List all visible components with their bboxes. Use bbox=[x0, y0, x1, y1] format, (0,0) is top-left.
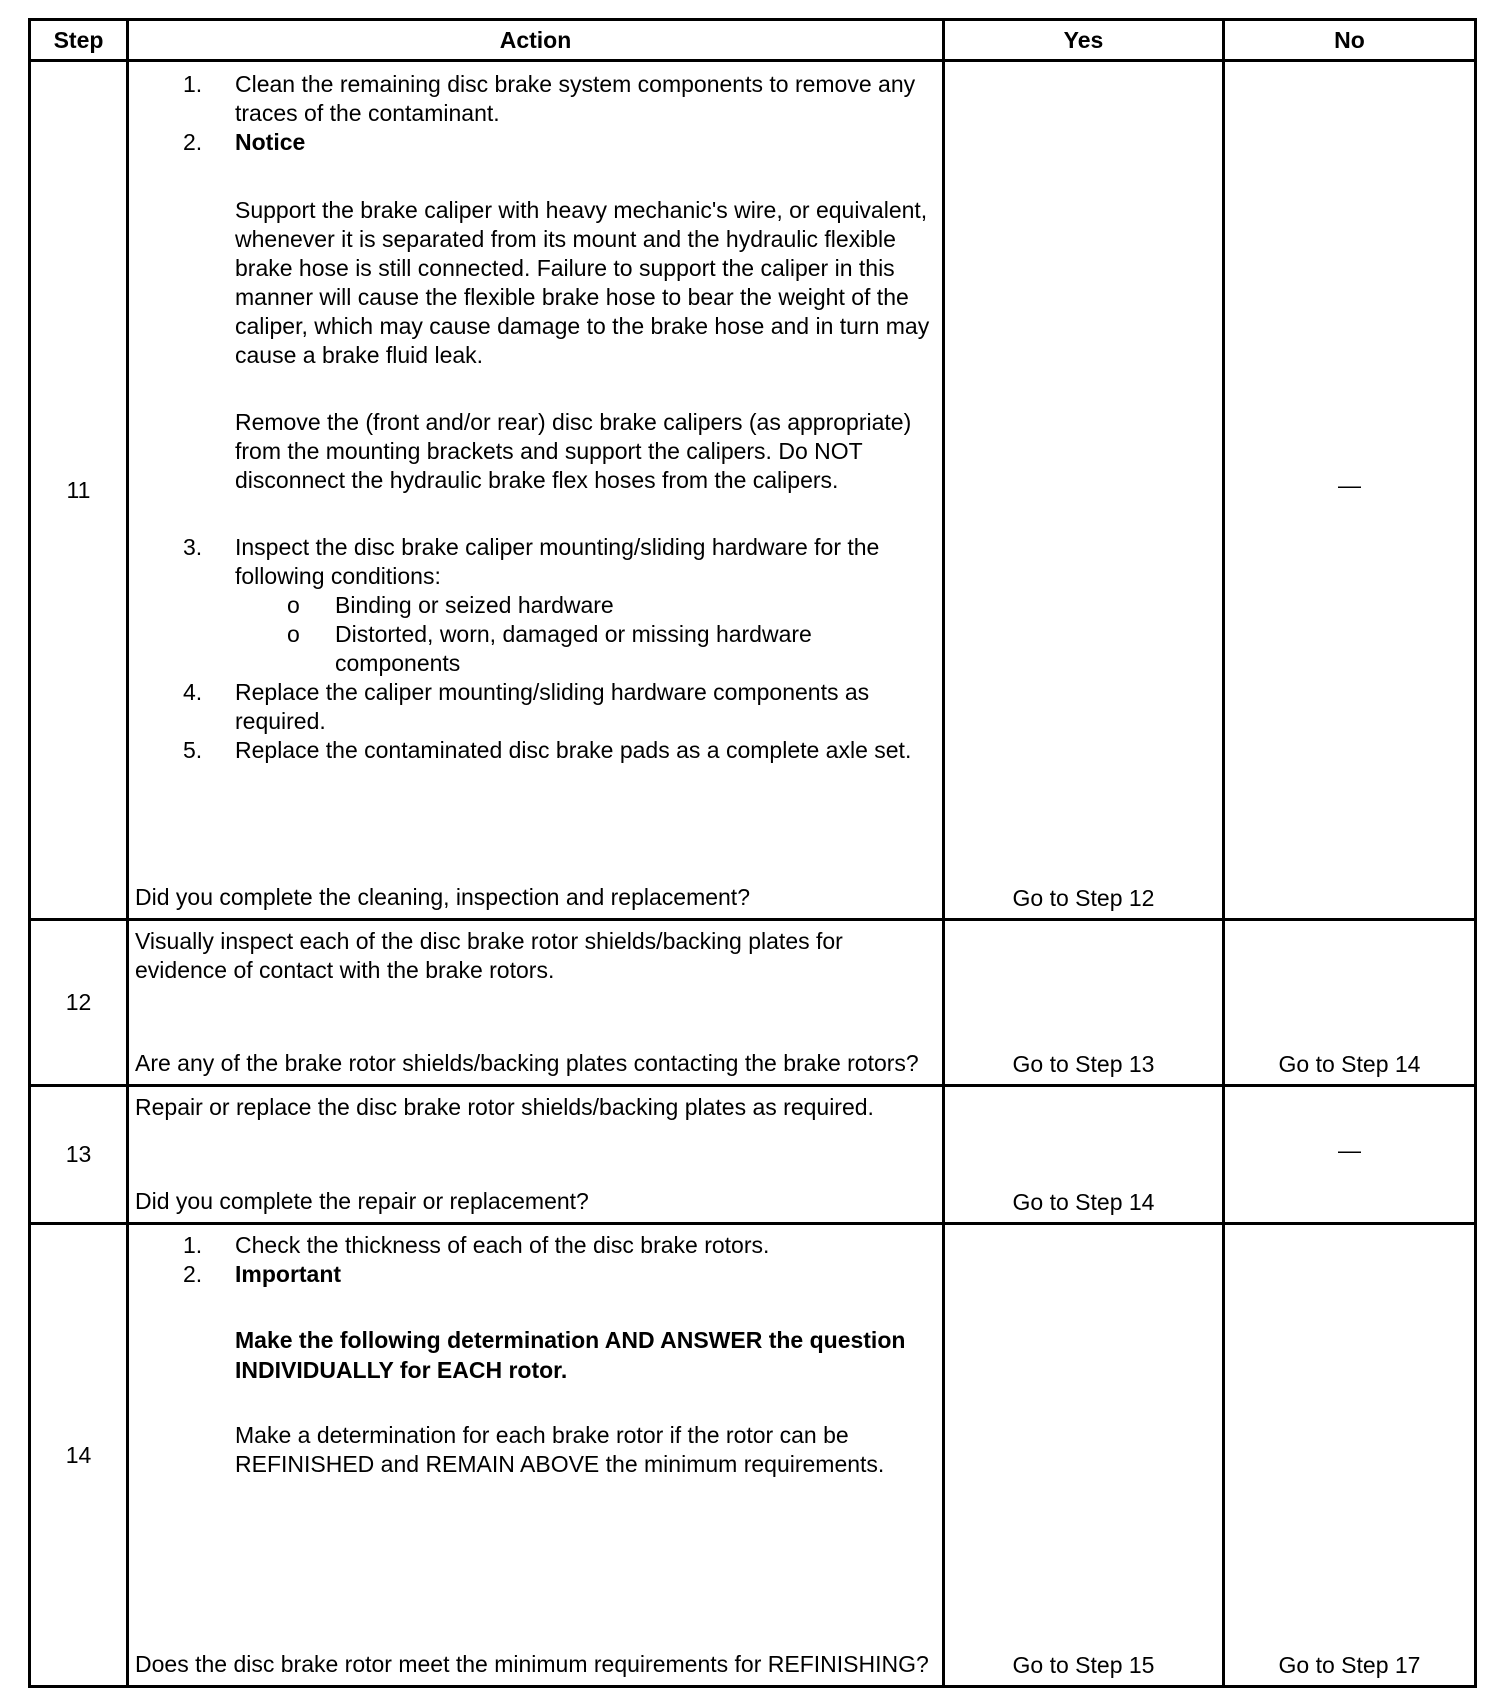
no-link[interactable]: Go to Step 14 bbox=[1278, 1051, 1421, 1077]
bullet-item: o Binding or seized hardware bbox=[287, 592, 614, 618]
list-number: 2. bbox=[183, 129, 203, 155]
header-step: Step bbox=[28, 18, 129, 62]
list-number: 3. bbox=[183, 534, 203, 560]
list-number: 2. bbox=[183, 1261, 203, 1287]
header-action: Action bbox=[126, 18, 945, 62]
notice-heading: 2. Notice bbox=[183, 129, 306, 155]
important-heading: 2. Important bbox=[183, 1261, 342, 1287]
no-cell-step-11 bbox=[1222, 59, 1477, 921]
yes-cell-step-12 bbox=[942, 918, 1225, 1087]
no-dash: — bbox=[1338, 472, 1361, 498]
yes-link[interactable]: Go to Step 12 bbox=[1012, 885, 1155, 911]
bullet-glyph: o bbox=[287, 621, 300, 647]
important-text: Make the following determination AND ANSWER the question INDIVIDUALLY for EACH rotor. bbox=[235, 1327, 906, 1383]
instruction-text: Visually inspect each of the disc brake rotor shields/backing plates for evidence of contact with the brake rotors. bbox=[135, 928, 843, 983]
list-item: 4. Replace the caliper mounting/sliding hardware components as required. bbox=[183, 679, 870, 734]
list-number: 5. bbox=[183, 737, 203, 763]
yes-link[interactable]: Go to Step 15 bbox=[1012, 1652, 1155, 1678]
question-text: Did you complete the cleaning, inspection and replacement? bbox=[135, 884, 750, 910]
diagnostic-table bbox=[28, 18, 1477, 1688]
list-number: 4. bbox=[183, 679, 203, 705]
remove-calipers-text: Remove the (front and/or rear) disc brake calipers (as appropriate) from the mounting brackets and support the calipers. Do NOT disconnect the hydraulic brake flex hoses from the calipers. bbox=[235, 409, 912, 493]
header-no: No bbox=[1222, 18, 1477, 62]
question-text: Does the disc brake rotor meet the minimum requirements for REFINISHING? bbox=[135, 1651, 929, 1677]
no-cell-step-12 bbox=[1222, 918, 1477, 1087]
notice-text: Support the brake caliper with heavy mechanic's wire, or equivalent, whenever it is separated from its mount and the hydraulic flexible brake hose is still connected. Failure to support the caliper in this manner will cause the flexible brake hose to bear the weight of the caliper, which may cause damage to the brake hose and in turn may cause a brake fluid leak. bbox=[235, 197, 930, 368]
yes-link[interactable]: Go to Step 14 bbox=[1012, 1189, 1155, 1215]
action-cell-step-13 bbox=[126, 1084, 945, 1225]
list-item: 3. Inspect the disc brake caliper mounting/sliding hardware for the following conditions: bbox=[183, 534, 880, 589]
step-number-14: 14 bbox=[28, 1222, 129, 1688]
bullet-item: o Distorted, worn, damaged or missing hardware components bbox=[287, 621, 812, 676]
yes-cell-step-11 bbox=[942, 59, 1225, 921]
action-cell-step-12 bbox=[126, 918, 945, 1087]
yes-cell-step-14 bbox=[942, 1222, 1225, 1688]
no-cell-step-14 bbox=[1222, 1222, 1477, 1688]
list-item: 5. Replace the contaminated disc brake pads as a complete axle set. bbox=[183, 737, 912, 763]
header-yes: Yes bbox=[942, 18, 1225, 62]
question-text: Are any of the brake rotor shields/backing plates contacting the brake rotors? bbox=[135, 1050, 919, 1076]
no-cell-step-13 bbox=[1222, 1084, 1477, 1225]
step-number-12: 12 bbox=[28, 918, 129, 1087]
list-item: 1. Clean the remaining disc brake system components to remove any traces of the contaminant. bbox=[183, 71, 916, 126]
determination-text: Make a determination for each brake rotor if the rotor can be REFINISHED and REMAIN ABOVE the minimum requirements. bbox=[235, 1422, 885, 1477]
list-item: 1. Check the thickness of each of the disc brake rotors. bbox=[183, 1232, 770, 1258]
bullet-glyph: o bbox=[287, 592, 300, 618]
no-dash: — bbox=[1338, 1137, 1361, 1163]
yes-cell-step-13 bbox=[942, 1084, 1225, 1225]
list-number: 1. bbox=[183, 1232, 203, 1258]
instruction-text: Repair or replace the disc brake rotor shields/backing plates as required. bbox=[135, 1094, 874, 1120]
list-number: 1. bbox=[183, 71, 203, 97]
action-cell-step-14 bbox=[126, 1222, 945, 1688]
yes-link[interactable]: Go to Step 13 bbox=[1012, 1051, 1155, 1077]
step-number-13: 13 bbox=[28, 1084, 129, 1225]
action-cell-step-11 bbox=[126, 59, 945, 921]
step-number-11: 11 bbox=[28, 59, 129, 921]
question-text: Did you complete the repair or replacement? bbox=[135, 1188, 589, 1214]
no-link[interactable]: Go to Step 17 bbox=[1278, 1652, 1421, 1678]
